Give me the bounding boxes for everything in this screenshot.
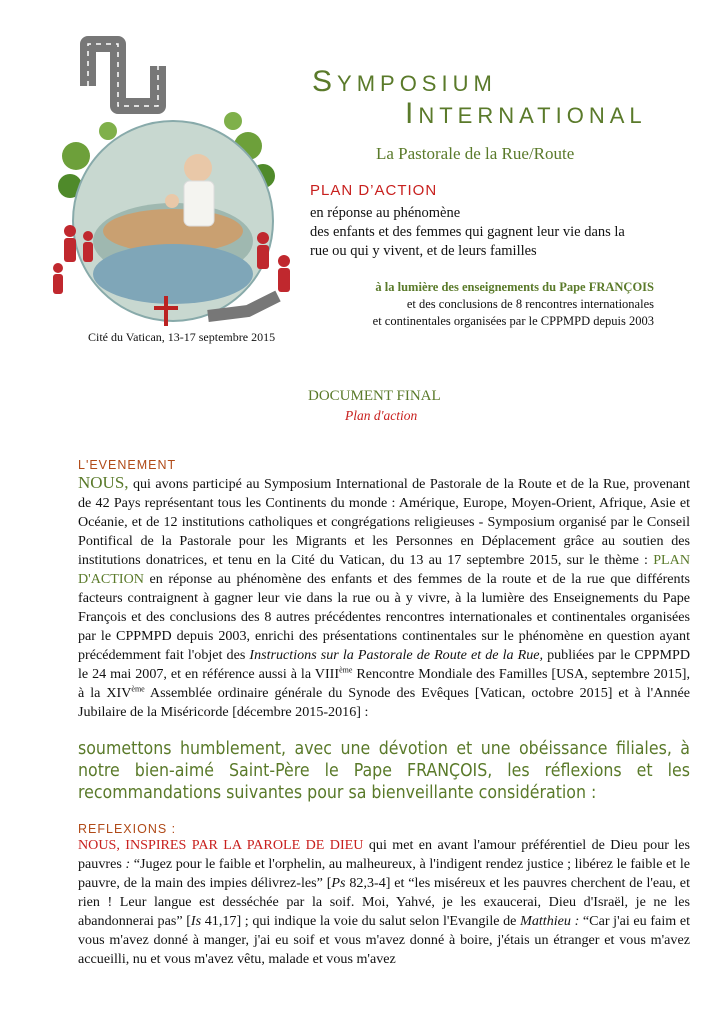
symposium-logo bbox=[48, 26, 306, 326]
plan-heading: PLAN D’ACTION bbox=[310, 182, 438, 199]
section-label-reflexions: REFLEXIONS : bbox=[78, 822, 177, 836]
paragraph-text: “Car j'ai eu faim et vous m'avez donné à manger, j'ai eu soif et vous m'avez donné à boire, j'étais un étranger et vous m'avez accueilli, nu et vous m'avez vêtu, malade et vous m'avez bbox=[78, 913, 690, 967]
evenement-paragraph bbox=[78, 473, 690, 722]
title-international: INTERNATIONAL bbox=[405, 97, 647, 130]
paragraph-text: qui met en avant l'amour préférentiel de Dieu pour les pauvres bbox=[78, 837, 690, 872]
document-final-subtitle: Plan d'action bbox=[345, 408, 418, 423]
theme-text: PLAN D'ACTION bbox=[78, 552, 690, 587]
superscript: ème bbox=[339, 665, 353, 675]
subtitle: La Pastorale de la Rue/Route bbox=[376, 144, 575, 163]
reflexions-paragraph bbox=[78, 836, 690, 969]
light-line: et continentales organisées par le CPPMPD depuis 2003 bbox=[372, 314, 654, 328]
title-symposium: SYMPOSIUM bbox=[312, 65, 497, 98]
paragraph-text: publiées par le CPPMPD le 24 mai 2007, et en référence aussi à la VIII bbox=[78, 647, 691, 682]
paragraph-text: Rencontre Mondiale des Familles [USA, septembre 2015], à la XIV bbox=[78, 666, 690, 701]
city-date: Cité du Vatican, 13-17 septembre 2015 bbox=[88, 330, 276, 344]
paragraph-text: en réponse au phénomène des enfants et des femmes de la route et de la rue que différents facteurs contraignent à gagner leur vie dans la rue ou à y vivre, à la lumière des Enseignements du Pape François et des conclusions des 8 autres précédentes rencontres internationales et continentales organisées par le CPPMPD depuis 2003, enrichi des présentations continentales sur le phénomène en question ayant précédemment fait l'objet des bbox=[78, 571, 690, 663]
plan-line: des enfants et des femmes qui gagnent leur vie dans la bbox=[310, 224, 625, 240]
document-final-title: DOCUMENT FINAL bbox=[308, 388, 441, 404]
reflexions-lead: NOUS, INSPIRES PAR LA PAROLE DE DIEU bbox=[78, 837, 364, 853]
evenement-lead: NOUS, bbox=[78, 473, 129, 492]
plan-line: en réponse au phénomène bbox=[310, 205, 461, 221]
submission-statement: soumettons humblement, avec une dévotion et une obéissance filiales, à notre bien-aimé Saint-Père le Pape FRANÇOIS, les réflexions et les recommandations suivantes pour sa bienveillante considération : bbox=[78, 739, 690, 803]
scripture-ref: Ps bbox=[331, 875, 346, 891]
paragraph-text: qui avons participé au Symposium International de Pastorale de la Route et de la Rue, provenant de 42 Pays représentant tous les Continents du monde : Amérique, Europe, Moyen-Orient, Afrique, Asie et Océanie, et de 12 institutions catholiques et congrégations religieuses - Symposium organisé par le Conseil Pontifical de la Pastorale pour les Migrants et les Personnes en Déplacement grâce au soutien des institutions donatrices, et tenu en la Cité du Vatican, du 13 au 17 septembre 2015, sur le thème : bbox=[78, 476, 690, 568]
paragraph-text: : bbox=[125, 856, 131, 872]
light-line-pope: à la lumière des enseignements du Pape FRANÇOIS bbox=[375, 280, 654, 294]
gospel-ref: Matthieu : bbox=[520, 913, 580, 929]
superscript: ème bbox=[131, 684, 145, 694]
scripture-ref: Is bbox=[190, 913, 202, 929]
plan-line: rue ou qui y vivent, et de leurs familles bbox=[310, 243, 537, 259]
paragraph-text: “Jugez pour le faible et l'orphelin, au malheureux, à l'indigent rendez justice ; libérez le faible et le pauvre, de la main des impies délivrez-les” [ bbox=[78, 856, 690, 891]
light-line: et des conclusions de 8 rencontres internationales bbox=[406, 297, 654, 311]
instructions-title: Instructions sur la Pastorale de Route et de la Rue, bbox=[249, 647, 544, 663]
paragraph-text: Assemblée ordinaire générale du Synode des Evêques [Vatican, octobre 2015] et à l'Année Jubilaire de la Miséricorde [décembre 2015-2016] : bbox=[78, 685, 690, 720]
paragraph-text: 82,3-4] et “les miséreux et les pauvres cherchent de l'eau, et rien ! Leur langue est desséchée par la soif. Moi, Yahvé, je les exaucerai, Dieu d'Israël, je ne les abandonnerai pas” [ bbox=[78, 875, 690, 929]
paragraph-text: 41,17] ; qui indique la voie du salut selon l'Evangile de bbox=[201, 913, 521, 929]
section-label-evenement: L'EVENEMENT bbox=[78, 458, 177, 472]
